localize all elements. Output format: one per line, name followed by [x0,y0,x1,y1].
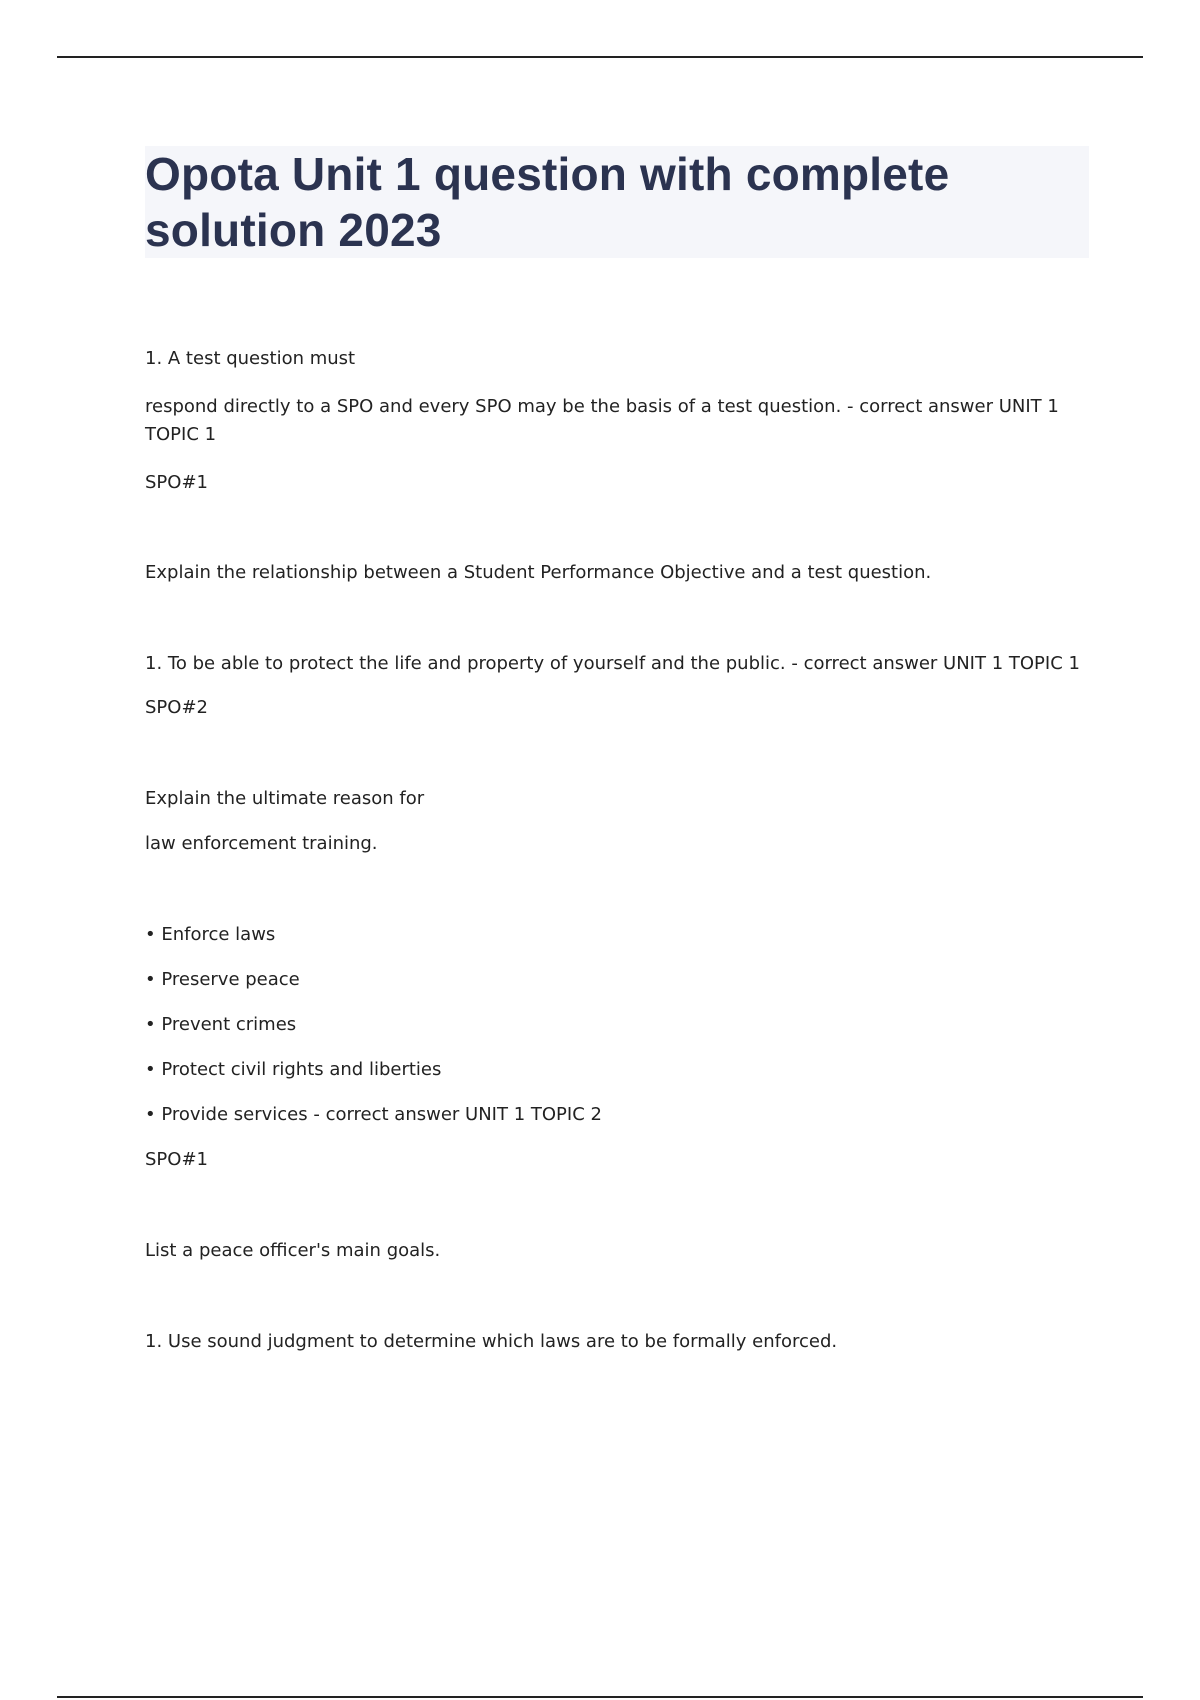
document-body [145,345,1085,1356]
line-1: 1. A test question must [145,348,356,369]
bullet-4: • Protect civil rights and liberties [145,1059,442,1080]
footer-rule [57,1696,1143,1698]
line-15: List a peace officer's main goals. [145,1240,441,1261]
line-14: SPO#1 [145,1149,208,1170]
bullet-3: • Prevent crimes [145,1014,297,1035]
line-8: law enforcement training. [145,833,378,854]
line-6: SPO#2 [145,697,208,718]
header-rule [57,56,1143,58]
bullet-2: • Preserve peace [145,969,300,990]
line-7: Explain the ultimate reason for [145,788,425,809]
line-16: 1. Use sound judgment to determine which laws are to be formally enforced. [145,1331,838,1352]
line-5: 1. To be able to protect the life and property of yourself and the public. - correct answer UNIT 1 TOPIC 1 [145,653,1080,674]
bullet-5: • Provide services - correct answer UNIT 1 TOPIC 2 [145,1104,602,1125]
title-box [145,146,1089,258]
line-4: Explain the relationship between a Student Performance Objective and a test question. [145,562,932,583]
bullet-1: • Enforce laws [145,924,276,945]
line-3: SPO#1 [145,472,208,493]
line-2: respond directly to a SPO and every SPO may be the basis of a test question. - correct answer UNIT 1 TOPIC 1 [145,396,1059,445]
document-title: Opota Unit 1 question with complete solution 2023 [145,148,950,256]
